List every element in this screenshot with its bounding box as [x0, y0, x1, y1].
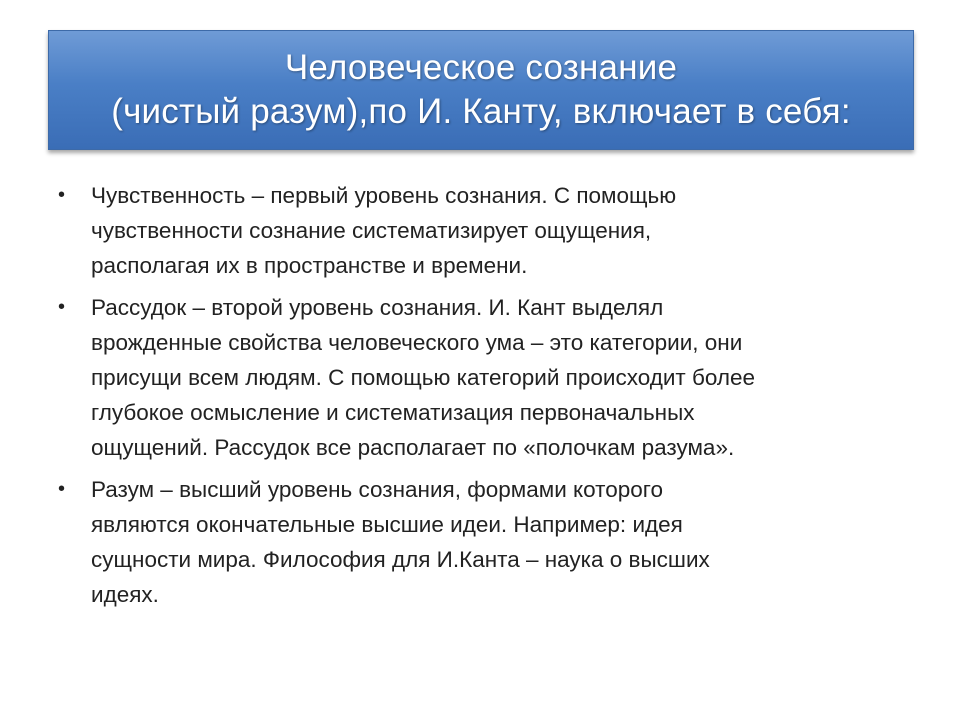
slide-title-line-2: (чистый разум),по И. Канту, включает в себя:: [111, 92, 851, 131]
slide-title-box: [48, 30, 914, 150]
bullet-item-understanding: [58, 290, 908, 465]
bullet-list: [58, 178, 908, 619]
text-line: располагая их в пространстве и времени.: [91, 253, 528, 278]
text-line: врожденные свойства человеческого ума – это категории, они: [91, 330, 743, 355]
text-line: сущности мира. Философия для И.Канта – наука о высших: [91, 547, 710, 572]
text-line: идеях.: [91, 582, 159, 607]
text-line: являются окончательные высшие идеи. Например: идея: [91, 512, 683, 537]
text-line: ощущений. Рассудок все располагает по «полочкам разума».: [91, 435, 735, 460]
bullet-item-reason: [58, 472, 908, 612]
bullet-marker: •: [58, 478, 66, 500]
bullet-marker: •: [58, 184, 66, 206]
text-line: Чувственность – первый уровень сознания. С помощью: [91, 183, 677, 208]
bullet-item-sensibility: [58, 178, 908, 283]
text-line: Разум – высший уровень сознания, формами которого: [91, 477, 663, 502]
bullet-marker: •: [58, 296, 66, 318]
text-line: Рассудок – второй уровень сознания. И. Кант выделял: [91, 295, 664, 320]
text-line: чувственности сознание систематизирует ощущения,: [91, 218, 652, 243]
text-line: присущи всем людям. С помощью категорий происходит более: [91, 365, 756, 390]
bullet-text-reason: [91, 472, 710, 612]
bullet-text-sensibility: [91, 178, 676, 283]
text-line: глубокое осмысление и систематизация первоначальных: [91, 400, 695, 425]
slide-title-line-1: Человеческое сознание: [284, 48, 678, 87]
bullet-text-understanding: [91, 290, 755, 465]
